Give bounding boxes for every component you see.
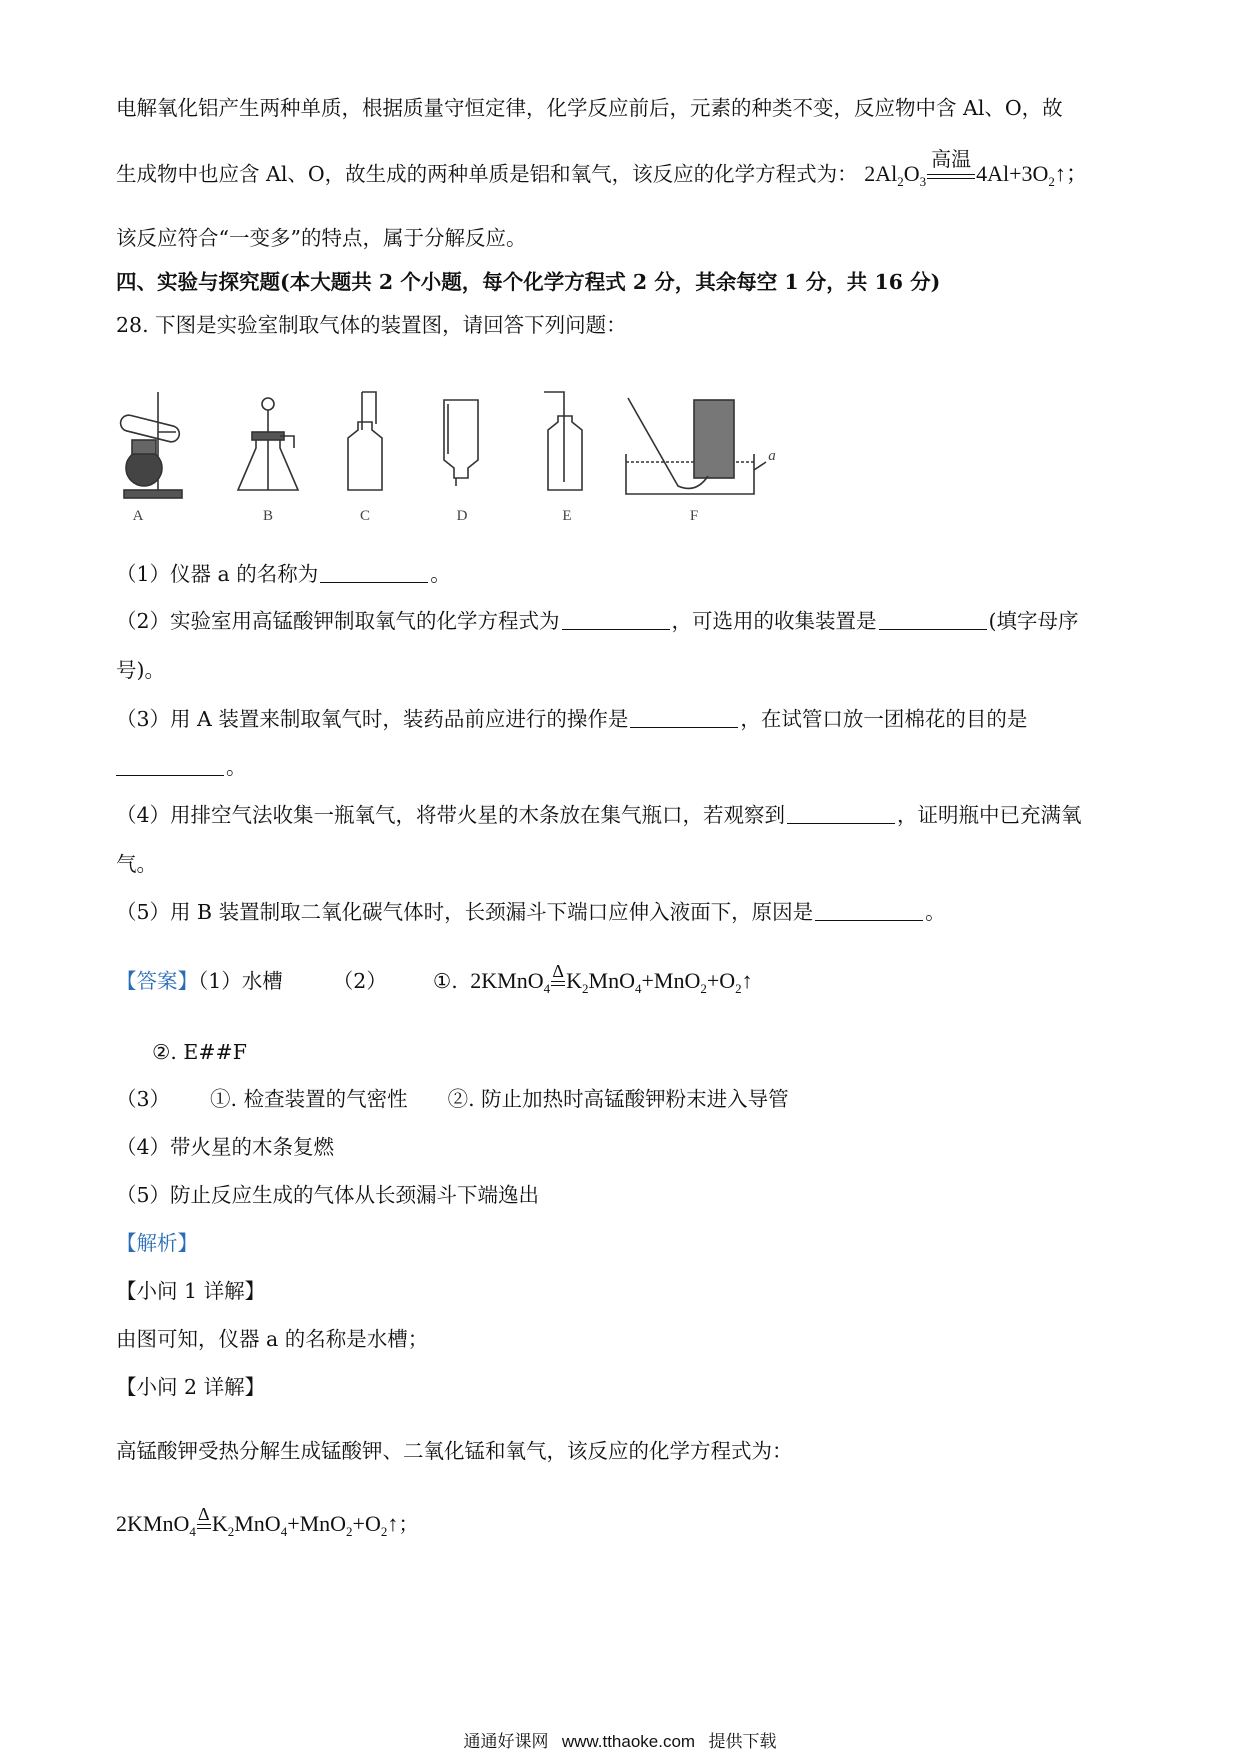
eq2-mno2: +MnO <box>287 1511 347 1536</box>
apparatus-e <box>544 392 582 490</box>
label-e: E <box>562 508 572 524</box>
gas-arrow-2: ↑ <box>741 968 753 993</box>
eq2-o2-sub: 2 <box>380 1524 388 1539</box>
eq2-k: K <box>211 1511 228 1536</box>
q4-text: （4）用排空气法收集一瓶氧气，将带火星的木条放在集气瓶口，若观察到 <box>116 803 786 827</box>
eq-mno4: MnO <box>588 968 635 993</box>
analysis-section-1-text: 由图可知，仪器 a 的名称是水槽； <box>116 1327 429 1351</box>
reaction-condition-heat-2 <box>197 1504 211 1529</box>
eq-kmno4: 2KMnO <box>470 968 544 993</box>
eq-left-sub: 2 <box>897 174 904 189</box>
eq-mno4-sub: 4 <box>634 981 642 996</box>
q1-end: 。 <box>430 562 451 586</box>
footer-tail: 提供下载 <box>708 1732 777 1752</box>
q5-end: 。 <box>925 900 946 924</box>
eq-o2: +O <box>706 968 736 993</box>
page-footer <box>0 1727 1240 1752</box>
answer-1: （1）水槽 <box>198 969 283 993</box>
eq-left: 2Al <box>864 161 898 186</box>
answer-blank-2b <box>879 611 987 630</box>
q1-text: （1）仪器 a 的名称为 <box>116 562 319 586</box>
eq-k-sub: 2 <box>582 981 589 996</box>
apparatus-figure <box>118 390 858 550</box>
eq-o2-sub: 2 <box>735 981 742 996</box>
gas-arrow: ↑ <box>1054 161 1066 186</box>
eq-kmno4-sub: 4 <box>543 981 551 996</box>
eq2-mno4: MnO <box>234 1511 281 1536</box>
paragraph-line-2 <box>116 149 1088 189</box>
q2-post: (填字母序 <box>988 609 1079 633</box>
answer-4: （4）带火星的木条复燃 <box>116 1135 335 1159</box>
answer-blank-3b <box>116 757 224 776</box>
answer-blank-1 <box>320 564 428 583</box>
eq-mno2-sub: 2 <box>700 981 707 996</box>
answer-blank-4 <box>787 805 895 824</box>
analysis-section-2-title: 【小问 2 详解】 <box>116 1375 266 1399</box>
eq-right: 4Al+3O <box>976 161 1049 186</box>
answer-line-1 <box>116 961 753 996</box>
reaction-condition-heat <box>551 961 565 986</box>
equation-al2o3 <box>864 149 1088 189</box>
eq2-o2: +O <box>352 1511 381 1536</box>
paragraph-line-1: 电解氧化铝产生两种单质，根据质量守恒定律，化学反应前后，元素的种类不变，反应物中含 Al、O，故 <box>116 96 1063 120</box>
answer-blank-2a <box>562 611 670 630</box>
footer-site-name: 通通好课网 <box>463 1732 549 1752</box>
apparatus-b <box>238 398 298 490</box>
equation-kmno4-answer <box>470 961 753 996</box>
paragraph-line-2-text: 生成物中也应含 Al、O，故生成的两种单质是铝和氧气，该反应的化学方程式为： <box>116 162 858 186</box>
apparatus-a <box>119 392 182 498</box>
answer-2-part2: ②. E##F <box>152 1040 247 1064</box>
answer-2-label: （2） <box>332 969 387 993</box>
answer-line-3 <box>116 1089 789 1110</box>
eq-k: K <box>566 968 583 993</box>
answer-5: （5）防止反应生成的气体从长颈漏斗下端逸出 <box>116 1183 540 1207</box>
apparatus-f <box>626 398 766 494</box>
equation-kmno4-analysis <box>116 1504 399 1539</box>
eq-right-sub: 2 <box>1048 174 1055 189</box>
question-2 <box>116 611 1079 632</box>
question-28-stem: 28. 下图是实验室制取气体的装置图，请回答下列问题： <box>116 313 627 337</box>
question-1 <box>116 564 451 585</box>
condition-delta-2: Δ <box>198 1504 210 1524</box>
analysis-end: ； <box>398 1512 419 1536</box>
q2-text: （2）实验室用高锰酸钾制取氧气的化学方程式为 <box>116 609 560 633</box>
q3-mid: ，在试管口放一团棉花的目的是 <box>740 707 1028 731</box>
question-3-cont <box>116 757 247 778</box>
gas-arrow-3: ↑ <box>387 1511 399 1536</box>
question-5 <box>116 902 946 923</box>
question-4 <box>116 805 1082 826</box>
analysis-label: 【解析】 <box>116 1231 198 1255</box>
eq-left-tail-sub: 3 <box>919 174 927 189</box>
label-d: D <box>456 508 468 524</box>
paragraph-line-3: 该反应符合“一变多”的特点，属于分解反应。 <box>116 226 527 250</box>
label-a: A <box>132 508 144 524</box>
eq-end: ； <box>1065 161 1088 186</box>
q4-post: ，证明瓶中已充满氧 <box>897 803 1082 827</box>
answer-blank-5 <box>815 902 923 921</box>
label-c: C <box>359 508 371 524</box>
condition-delta: Δ <box>552 961 564 981</box>
answer-3-part1: ①. 检查装置的气密性 <box>210 1087 408 1111</box>
analysis-section-1-title: 【小问 1 详解】 <box>116 1279 266 1303</box>
answer-3-part2: ②. 防止加热时高锰酸钾粉末进入导管 <box>447 1087 789 1111</box>
section-title: 四、实验与探究题(本大题共 2 个小题，每个化学方程式 2 分，其余每空 1 分，共 16 分) <box>116 270 941 294</box>
apparatus-d <box>444 400 478 486</box>
answer-label: 【答案】 <box>116 969 198 993</box>
analysis-equation-line <box>116 1504 419 1539</box>
q2-mid: ，可选用的收集装置是 <box>671 609 877 633</box>
q3-text: （3）用 A 装置来制取氧气时，装药品前应进行的操作是 <box>116 707 629 731</box>
label-f: F <box>689 508 699 524</box>
analysis-section-2-text: 高锰酸钾受热分解生成锰酸钾、二氧化锰和氧气，该反应的化学方程式为： <box>116 1439 793 1463</box>
q5-text: （5）用 B 装置制取二氧化碳气体时，长颈漏斗下端口应伸入液面下，原因是 <box>116 900 814 924</box>
q3-end: 。 <box>226 755 247 779</box>
answer-3-label: （3） <box>116 1087 171 1111</box>
label-instrument-a: a <box>768 448 776 464</box>
question-3 <box>116 709 1027 730</box>
eq2-kmno4: 2KMnO <box>116 1511 190 1536</box>
eq2-kmno4-sub: 4 <box>189 1524 196 1539</box>
reaction-condition <box>927 149 975 179</box>
eq2-k-sub: 2 <box>227 1524 235 1539</box>
footer-url[interactable]: www.tthaoke.com <box>561 1732 696 1751</box>
answer-blank-3a <box>630 709 738 728</box>
question-4-cont: 气。 <box>116 852 157 876</box>
question-2-cont: 号)。 <box>116 658 165 682</box>
eq-mno2: +MnO <box>641 968 701 993</box>
apparatus-c <box>348 392 382 490</box>
eq2-mno2-sub: 2 <box>346 1524 353 1539</box>
label-b: B <box>262 508 274 524</box>
eq-left-tail: O <box>903 161 920 186</box>
answer-2-part1: ①. <box>432 969 458 993</box>
eq2-mno4-sub: 4 <box>280 1524 288 1539</box>
condition-text: 高温 <box>931 149 972 171</box>
